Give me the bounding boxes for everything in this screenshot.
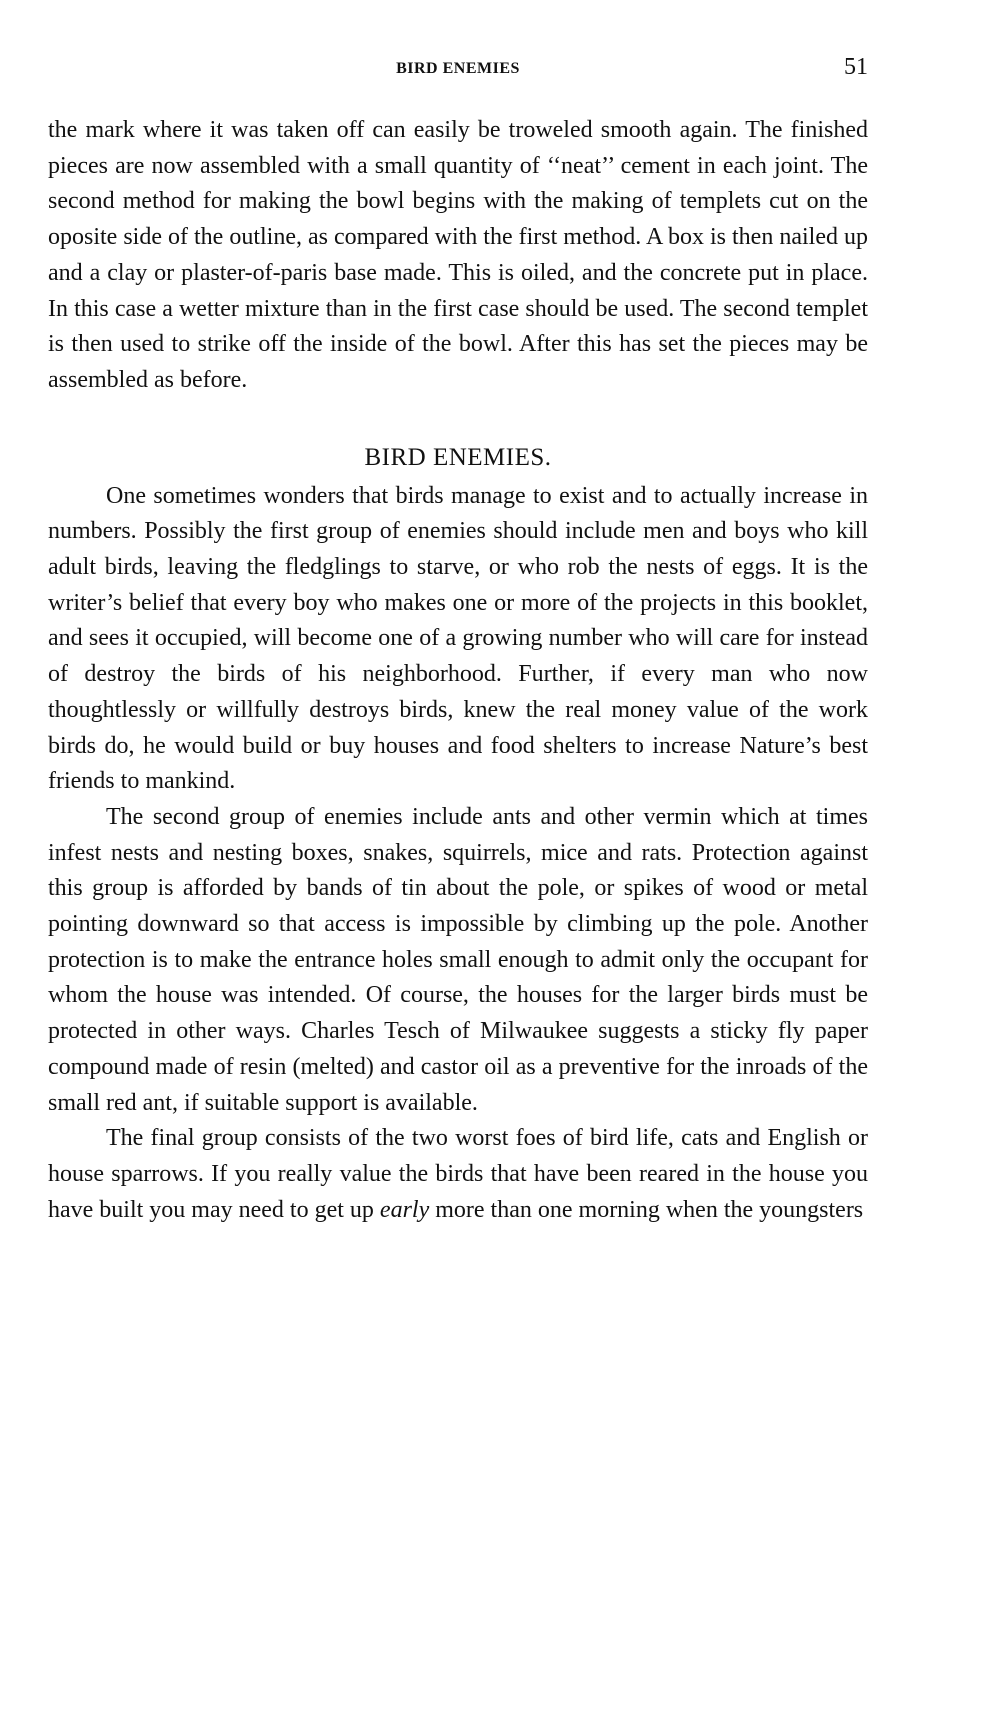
- paragraph-final-group-start: The final group consists of the two worst foes of bird life, cats and English or house sparrows. If you really value the birds that have been reared in the house you have built you may need to get up: [48, 1125, 868, 1223]
- paragraph-final-group-end: more than one morning when the youngsters: [435, 1196, 864, 1223]
- paragraph-continued: the mark where it was taken off can easily be troweled smooth again. The finished pieces are now assembled with a small quantity of ‘‘neat’’ cement in each joint. The second method for making the bowl begins with the making of templets cut on the oposite side of the outline, as compared with the first method. A box is then nailed up and a clay or plaster-of-paris base made. This is oiled, and the concrete put in place. In this case a wetter mixture than in the first case should be used. The second templet is then used to strike off the inside of the bowl. After this has set the pieces may be assembled as before.: [48, 117, 868, 393]
- paragraph-second-group: The second group of enemies include ants and other vermin which at times infest nests and nesting boxes, snakes, squirrels, mice and rats. Protection against this group is afforded by bands of tin about the pole, or spikes of wood or metal pointing downward so that access is impossible by climbing up the pole. Another protection is to make the entrance holes small enough to admit only the occupant for whom the house was intended. Of course, the houses for the larger birds must be protected in other ways. Charles Tesch of Milwaukee suggests a sticky fly paper compound made of resin (melted) and castor oil as a preventive for the inroads of the small red ant, if suitable support is available.: [48, 803, 868, 1116]
- section-title: BIRD ENEMIES.: [364, 443, 552, 471]
- running-head: [48, 54, 868, 84]
- running-title: BIRD ENEMIES: [396, 60, 520, 77]
- emphasis-early: early: [379, 1196, 430, 1223]
- body-text: [48, 113, 868, 1228]
- page-number: 51: [844, 54, 868, 80]
- paragraph-final-group: [48, 1121, 868, 1228]
- book-page: [48, 0, 868, 1718]
- paragraph-first-group: One sometimes wonders that birds manage to exist and to actually increase in numbers. Possibly the first group of enemies should include men and boys who kill adult birds, leaving the fledglings to starve, or who rob the nests of eggs. It is the writer’s belief that every boy who makes one or more of the projects in this booklet, and sees it occupied, will become one of a growing number who will care for instead of destroy the birds of his neighborhood. Further, if every man who now thoughtlessly or willfully destroys birds, knew the real money value of the work birds do, he would build or buy houses and food shelters to increase Nature’s best friends to mankind.: [48, 482, 868, 795]
